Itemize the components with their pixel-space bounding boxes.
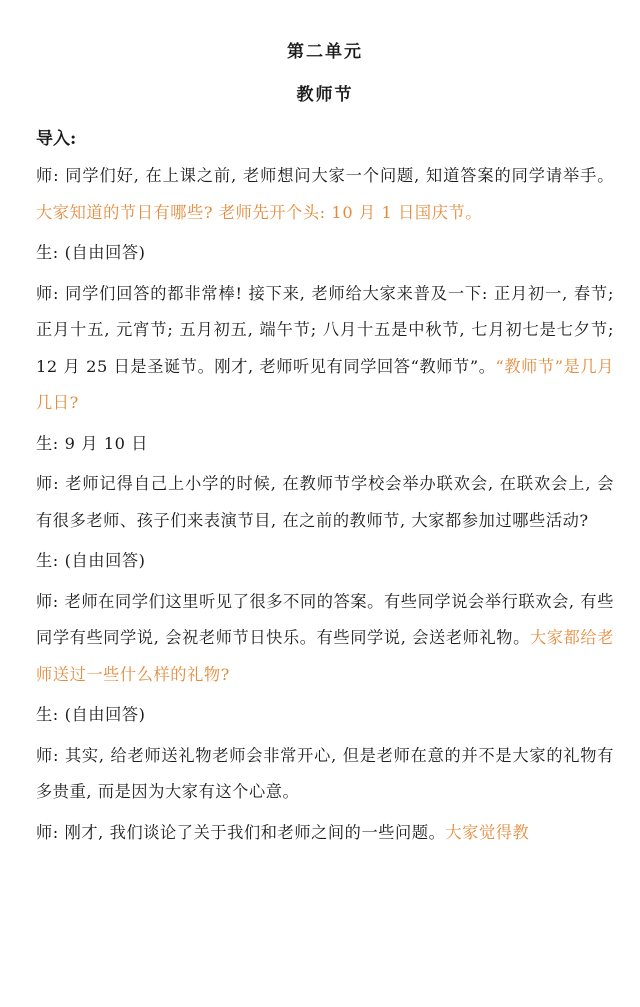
paragraph-2-text: 生: (自由回答) <box>36 243 146 262</box>
paragraph-6-text: 生: (自由回答) <box>36 551 146 570</box>
paragraph-7 <box>36 584 614 694</box>
paragraph-1 <box>36 158 614 231</box>
document-page <box>36 0 614 1007</box>
paragraph-7-text: 师: 老师在同学们这里听见了很多不同的答案。有些同学说会举行联欢会, 有些同学有些同学说, 会祝老师节日快乐。有些同学说, 会送老师礼物。 <box>36 591 614 647</box>
paragraph-1-text: 师: 同学们好, 在上课之前, 老师想问大家一个问题, 知道答案的同学请举手。 <box>36 166 614 185</box>
paragraph-9-text: 师: 其实, 给老师送礼物老师会非常开心, 但是老师在意的并不是大家的礼物有多贵重, 而是因为大家有这个心意。 <box>36 745 614 801</box>
paragraph-6 <box>36 543 614 580</box>
paragraph-8 <box>36 697 614 734</box>
paragraph-3-text: 师: 同学们回答的都非常棒! 接下来, 老师给大家来普及一下: 正月初一, 春节; 正月十五, 元宵节; 五月初五, 端午节; 八月十五是中秋节, 七月初七是七夕节; 12 月 25 日是圣诞节。刚才, 老师听见有同学回答“教师节”。 <box>36 283 614 376</box>
paragraph-5-text: 师: 老师记得自己上小学的时候, 在教师节学校会举办联欢会, 在联欢会上, 会有很多老师、孩子们来表演节目, 在之前的教师节, 大家都参加过哪些活动? <box>36 474 614 530</box>
paragraph-5 <box>36 466 614 539</box>
paragraph-10-highlight: 大家觉得教 <box>445 822 530 842</box>
paragraph-1-highlight: 大家知道的节日有哪些? 老师先开个头: 10 月 1 日国庆节。 <box>36 202 483 222</box>
paragraph-3 <box>36 276 614 422</box>
lesson-title: 教师节 <box>296 85 354 105</box>
paragraph-4-text: 生: 9 月 10 日 <box>36 433 149 453</box>
paragraph-3-highlight: “教师节”是几月几日? <box>36 356 614 412</box>
lesson-body <box>36 158 614 855</box>
paragraph-10-text: 师: 刚才, 我们谈论了关于我们和老师之间的一些问题。 <box>36 822 446 842</box>
paragraph-9 <box>36 738 614 811</box>
paragraph-4 <box>36 426 614 463</box>
paragraph-8-text: 生: (自由回答) <box>36 705 146 724</box>
unit-title: 第二单元 <box>287 42 363 62</box>
paragraph-2 <box>36 235 614 272</box>
paragraph-7-highlight: 大家都给老师送过一些什么样的礼物? <box>36 628 615 684</box>
paragraph-10 <box>36 815 614 852</box>
intro-label: 导入: <box>36 129 77 149</box>
